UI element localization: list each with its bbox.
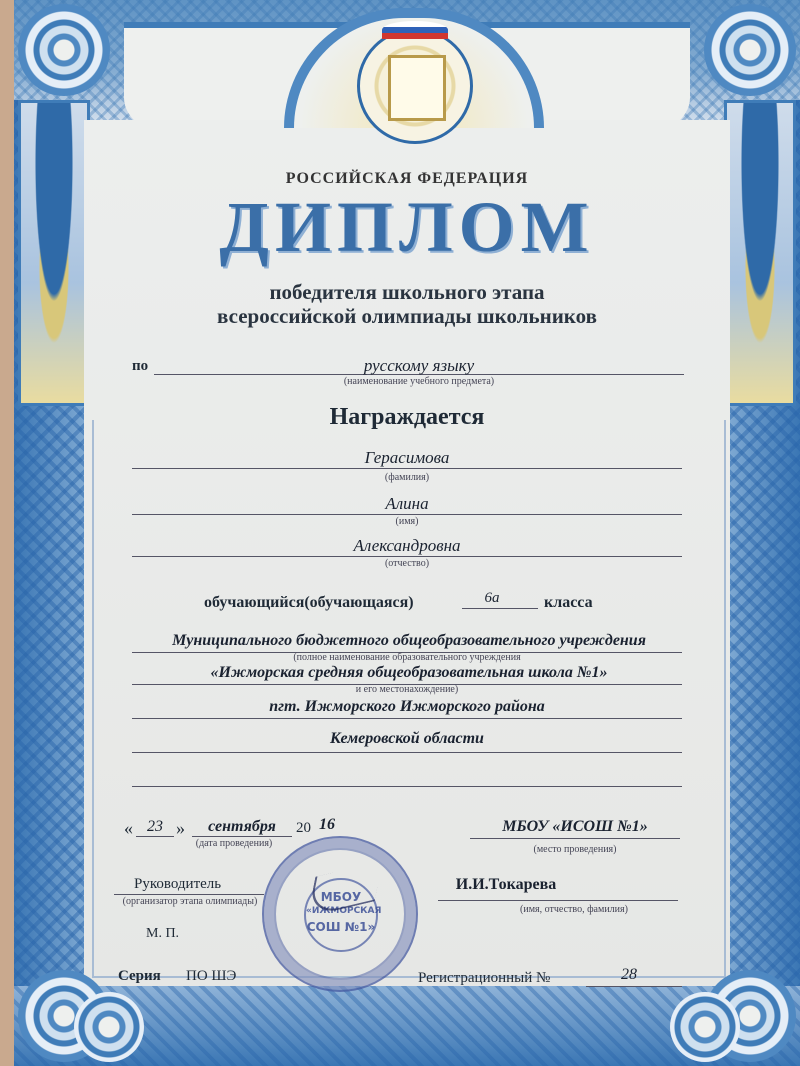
registration-underline: [586, 986, 682, 987]
date-month-underline: [192, 836, 292, 837]
registration-value: 28: [621, 966, 637, 983]
venue-caption: (место проведения): [533, 844, 617, 855]
venue-value: МБОУ «ИСОШ №1»: [502, 818, 648, 835]
date-year-prefix: 20: [296, 820, 311, 836]
seal-place-label: М. П.: [146, 926, 180, 941]
subtitle-line-2: всероссийской олимпиады школьников: [217, 304, 597, 328]
first-name-value: Алина: [385, 494, 429, 513]
awarded-label: Награждается: [329, 404, 485, 430]
official-stamp: [262, 836, 418, 992]
grade-prefix: обучающийся(обучающаяся): [204, 594, 414, 611]
patronymic-value: Александровна: [353, 536, 461, 555]
country-heading: РОССИЙСКАЯ ФЕДЕРАЦИЯ: [285, 170, 529, 187]
grade-underline: [462, 608, 538, 609]
institution-caption-1: (полное наименование образовательного учреждения: [293, 652, 521, 663]
date-caption: (дата проведения): [195, 838, 273, 849]
date-close-quote: »: [176, 818, 185, 838]
diploma-sheet: [14, 0, 800, 1066]
signatory-label-caption: (организатор этапа олимпиады): [122, 896, 258, 907]
grade-value: 6а: [484, 590, 500, 606]
stamp-line-1: МБОУ: [320, 890, 362, 904]
stamp-line-3: СОШ №1»: [306, 920, 376, 934]
venue-underline: [470, 838, 680, 839]
surname-caption: (фамилия): [384, 472, 430, 483]
institution-line-2: «Ижморская средняя общеобразовательная школа №1»: [210, 664, 608, 681]
institution-line-3: пгт. Ижморского Ижморского района: [269, 698, 545, 715]
grade-suffix: класса: [544, 594, 593, 611]
date-month: сентября: [208, 818, 276, 835]
rosette-ornament: [670, 992, 740, 1062]
olympiad-emblem: [357, 28, 473, 144]
signatory-label: Руководитель: [134, 876, 222, 892]
series-label: Серия: [118, 968, 161, 984]
rosette-ornament: [18, 4, 110, 96]
patronymic-caption: (отчество): [384, 558, 430, 569]
blank-underline: [132, 786, 682, 787]
series-value: ПО ШЭ: [186, 968, 237, 984]
institution-underline-3: [132, 718, 682, 719]
flag-icon: [382, 21, 448, 39]
signatory-label-underline: [114, 894, 264, 895]
subtitle-line-1: победителя школьного этапа: [269, 280, 545, 304]
subject-caption: (наименование учебного предмета): [343, 376, 495, 387]
date-day: 23: [147, 818, 163, 835]
first-name-caption: (имя): [395, 516, 419, 527]
patronymic-underline: [132, 556, 682, 557]
surname-underline: [132, 468, 682, 469]
rosette-ornament: [704, 4, 796, 96]
subject-value: русскому языку: [363, 356, 475, 375]
signatory-name-caption: (имя, отчество, фамилия): [520, 904, 628, 915]
surname-value: Герасимова: [364, 448, 450, 467]
institution-caption-2: и его местонахождение): [355, 684, 459, 695]
institution-underline-4: [132, 752, 682, 753]
date-open-quote: «: [124, 818, 133, 838]
date-day-underline: [136, 836, 174, 837]
institution-line-1: Муниципального бюджетного общеобразовательного учреждения: [172, 632, 646, 649]
signatory-name: И.И.Токарева: [455, 876, 557, 893]
first-name-underline: [132, 514, 682, 515]
institution-line-4: Кемеровской области: [330, 730, 484, 747]
stamp-line-2: «ИЖМОРСКАЯ: [306, 906, 382, 916]
emblem-core-icon: [388, 55, 446, 121]
date-year-suffix: 16: [319, 816, 335, 833]
rosette-ornament: [74, 992, 144, 1062]
diploma-title: ДИПЛОМ: [219, 187, 595, 267]
signatory-name-underline: [438, 900, 678, 901]
registration-label: Регистрационный №: [418, 970, 551, 986]
subject-prefix: по: [132, 358, 149, 374]
